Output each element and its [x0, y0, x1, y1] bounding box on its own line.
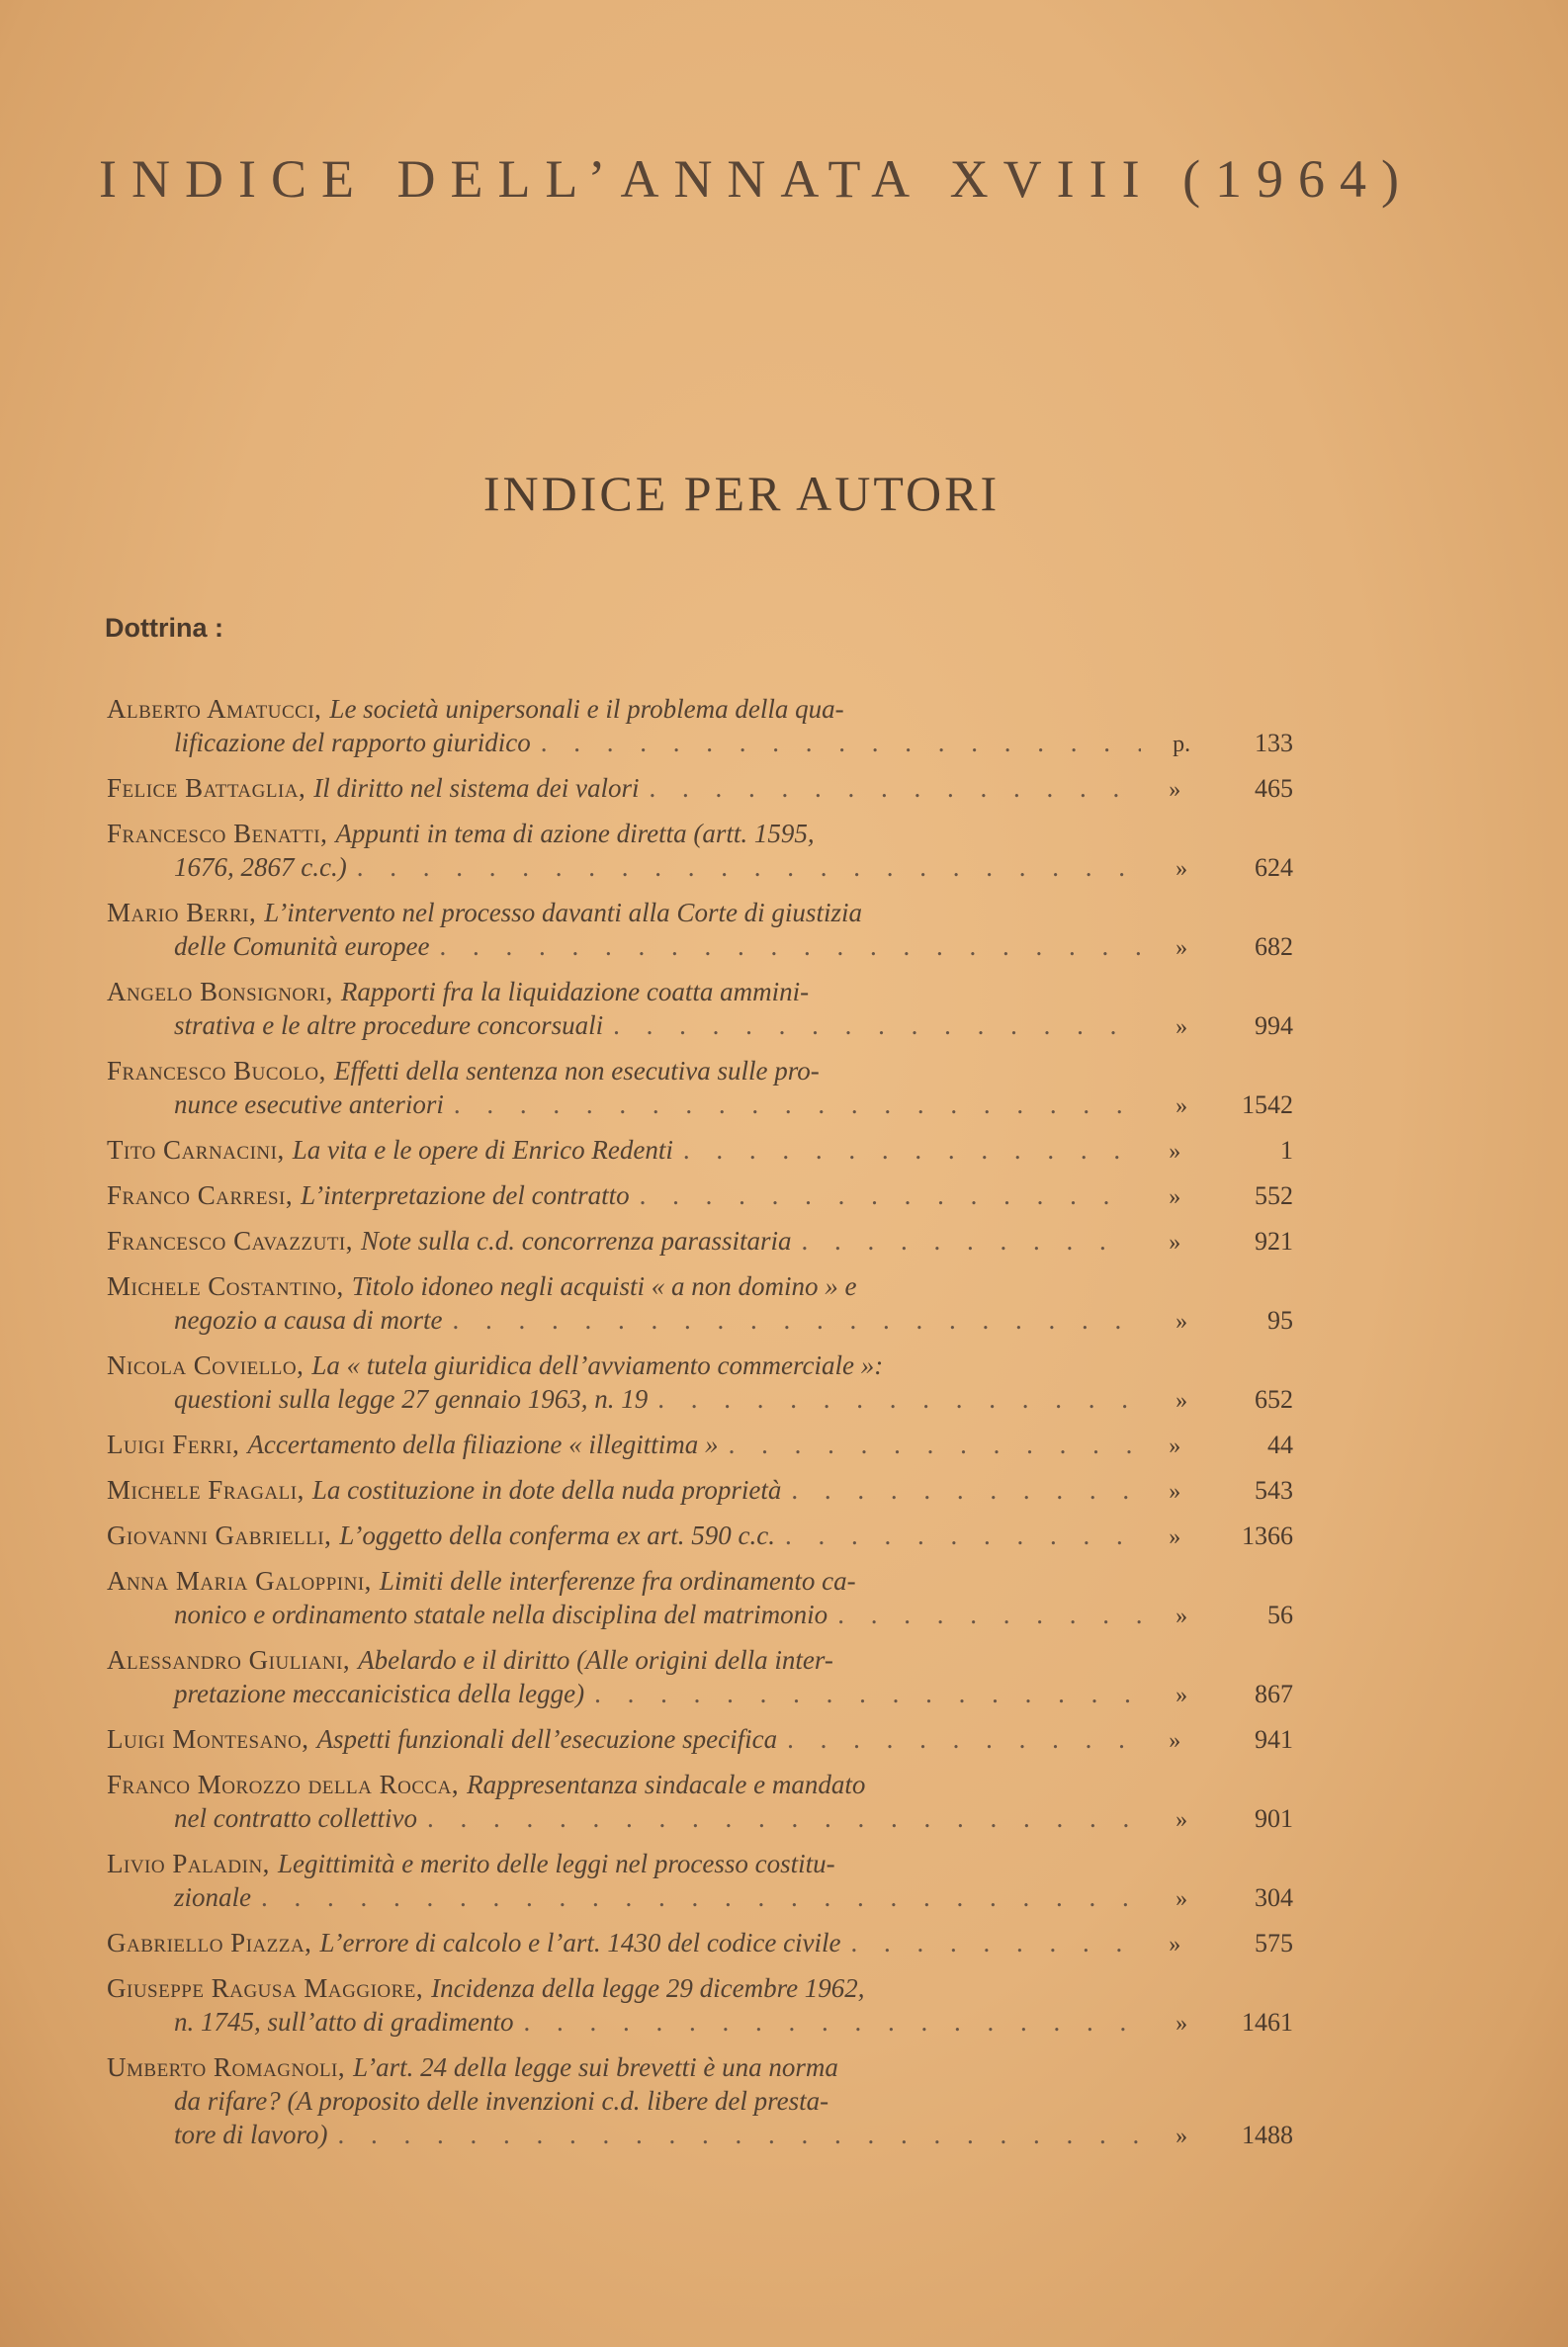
entry-line-body — [107, 896, 1135, 929]
entry-page-mark: » — [1176, 935, 1188, 961]
entry-page-mark: » — [1169, 1728, 1181, 1754]
entry-line-body — [107, 1598, 1141, 1631]
entry-title: Titolo idoneo negli acquisti « a non domino » e — [351, 1271, 857, 1301]
entry-title: Rappresentanza sindacale e mandato — [467, 1770, 866, 1799]
entry-line-body — [107, 1473, 1133, 1507]
entry-page-mark: » — [1176, 856, 1188, 882]
entry-line-body — [107, 1133, 1133, 1167]
entry-author: Alessandro Giuliani, — [107, 1645, 351, 1675]
entry-page-number: 994 — [1255, 1011, 1293, 1040]
entry-page-mark: p. — [1173, 732, 1191, 757]
entry-title: La « tutela giuridica dell’avviamento commerciale »: — [311, 1350, 884, 1380]
entry-line-body — [107, 1382, 1141, 1416]
entry-title: Aspetti funzionali dell’esecuzione specifica — [316, 1724, 778, 1754]
entry-line — [107, 1224, 1293, 1260]
index-entry — [107, 1133, 1293, 1169]
entry-page-mark: » — [1176, 2011, 1188, 2037]
entry-line-body — [107, 1643, 1135, 1677]
entry-page-number: 1461 — [1242, 2008, 1293, 2037]
entry-line-body — [107, 1008, 1141, 1042]
entry-author: Francesco Cavazzuti, — [107, 1226, 354, 1256]
dot-leaders — [454, 1087, 1141, 1121]
entry-page-number: 95 — [1267, 1306, 1293, 1335]
entry-line — [107, 692, 1293, 726]
entry-page-number: 624 — [1255, 853, 1293, 882]
entry-line-body — [107, 1519, 1133, 1552]
index-entry — [107, 1269, 1293, 1339]
entry-author: Giovanni Gabrielli, — [107, 1521, 332, 1550]
entry-title: L’interpretazione del contratto — [301, 1180, 630, 1210]
entry-page-number: 44 — [1267, 1431, 1293, 1459]
index-entry — [107, 1768, 1293, 1837]
entry-author: Umberto Romagnoli, — [107, 2052, 346, 2082]
dot-leaders — [791, 1473, 1133, 1507]
entry-line-body — [107, 1801, 1141, 1835]
entry-author: Angelo Bonsignori, — [107, 977, 333, 1006]
entry-title: Le società unipersonali e il problema della qua- — [329, 694, 844, 724]
entry-page-mark: » — [1169, 777, 1181, 803]
dot-leaders — [357, 850, 1142, 884]
index-entry — [107, 1054, 1293, 1123]
index-entry — [107, 1971, 1293, 2041]
entry-line — [107, 2118, 1293, 2153]
index-entry — [107, 1722, 1293, 1758]
entry-line — [107, 1473, 1293, 1509]
entry-title: negozio a causa di morte — [174, 1305, 443, 1335]
index-entry — [107, 692, 1293, 761]
dot-leaders — [649, 771, 1133, 805]
entry-title: La vita e le opere di Enrico Redenti — [292, 1135, 673, 1165]
index-entry — [107, 771, 1293, 807]
entry-page-number: 941 — [1255, 1725, 1293, 1754]
entry-title: Rapporti fra la liquidazione coatta ammini- — [340, 977, 810, 1006]
dot-leaders — [541, 726, 1142, 759]
entry-title: L’intervento nel processo davanti alla Corte di giustizia — [264, 898, 862, 927]
index-entry — [107, 1224, 1293, 1260]
index-entry — [107, 2050, 1293, 2153]
entry-author: Felice Battaglia, — [107, 773, 306, 803]
entry-line — [107, 896, 1293, 929]
entry-author: Franco Carresi, — [107, 1180, 294, 1210]
entry-line — [107, 1348, 1293, 1382]
entry-title: Note sulla c.d. concorrenza parassitaria — [361, 1226, 792, 1256]
entry-line — [107, 1428, 1293, 1463]
entry-page-mark: » — [1176, 1093, 1188, 1119]
dot-leaders — [439, 929, 1141, 963]
entry-line — [107, 975, 1293, 1008]
entry-title: questioni sulla legge 27 gennaio 1963, n. 19 — [174, 1384, 649, 1414]
author-index-list — [107, 692, 1293, 2163]
entry-page-mark: » — [1176, 1807, 1188, 1833]
entry-line-body — [107, 1880, 1141, 1914]
entry-line-body — [107, 1269, 1135, 1303]
entry-page-mark: » — [1176, 1388, 1188, 1414]
entry-line — [107, 1087, 1293, 1123]
entry-line — [107, 1643, 1293, 1677]
entry-title: Incidenza della legge 29 dicembre 1962, — [431, 1973, 865, 2003]
index-entry — [107, 1348, 1293, 1418]
entry-line — [107, 929, 1293, 965]
index-entry — [107, 1926, 1293, 1961]
entry-page-number: 1542 — [1242, 1090, 1293, 1119]
entry-line — [107, 1677, 1293, 1712]
entry-line-body — [107, 1971, 1135, 2005]
entry-line-body — [107, 1348, 1135, 1382]
entry-page-number: 682 — [1255, 932, 1293, 961]
index-entry — [107, 975, 1293, 1044]
entry-page-mark: » — [1169, 1230, 1181, 1256]
entry-author: Alberto Amatucci, — [107, 694, 322, 724]
entry-author: Michele Costantino, — [107, 1271, 344, 1301]
entry-line-body — [107, 850, 1141, 884]
entry-title: Accertamento della filiazione « illegittima » — [247, 1430, 719, 1459]
entry-page-mark: » — [1176, 1309, 1188, 1335]
entry-page-number: 921 — [1255, 1227, 1293, 1256]
entry-line-body — [107, 1428, 1133, 1461]
entry-line-body — [107, 1722, 1133, 1756]
entry-line — [107, 1768, 1293, 1801]
dot-leaders — [837, 1598, 1141, 1631]
entry-author: Giuseppe Ragusa Maggiore, — [107, 1973, 424, 2003]
entry-line-body — [107, 2118, 1141, 2151]
entry-line — [107, 1722, 1293, 1758]
dot-leaders — [524, 2005, 1142, 2039]
entry-line-body — [107, 1054, 1135, 1087]
entry-line-body — [107, 726, 1141, 759]
entry-line-body — [107, 2084, 1202, 2118]
entry-page-number: 575 — [1255, 1929, 1293, 1957]
entry-line — [107, 1847, 1293, 1880]
entry-page-mark: » — [1176, 1014, 1188, 1040]
entry-page-mark: » — [1176, 1886, 1188, 1912]
entry-page-number: 465 — [1255, 774, 1293, 803]
entry-title: nunce esecutive anteriori — [174, 1089, 444, 1119]
dot-leaders — [802, 1224, 1134, 1258]
entry-title: zionale — [174, 1882, 251, 1912]
entry-line — [107, 1926, 1293, 1961]
entry-author: Livio Paladin, — [107, 1849, 270, 1878]
dot-leaders — [261, 1880, 1141, 1914]
entry-page-number: 552 — [1255, 1181, 1293, 1210]
dot-leaders — [787, 1722, 1133, 1756]
dot-leaders — [683, 1133, 1133, 1167]
entry-line-body — [107, 1087, 1141, 1121]
dot-leaders — [657, 1382, 1141, 1416]
entry-title: Limiti delle interferenze fra ordinamento ca- — [379, 1566, 856, 1596]
index-entry — [107, 1564, 1293, 1633]
entry-title: 1676, 2867 c.c.) — [174, 852, 347, 882]
entry-page-mark: » — [1169, 1479, 1181, 1505]
entry-line — [107, 2084, 1293, 2118]
entry-page-mark: » — [1169, 1932, 1181, 1957]
entry-title: L’art. 24 della legge sui brevetti è una norma — [353, 2052, 838, 2082]
entry-title: L’oggetto della conferma ex art. 590 c.c. — [339, 1521, 776, 1550]
entry-line — [107, 1178, 1293, 1214]
entry-author: Mario Berri, — [107, 898, 257, 927]
entry-author: Franco Morozzo della Rocca, — [107, 1770, 460, 1799]
entry-line — [107, 1054, 1293, 1087]
entry-line-body — [107, 771, 1133, 805]
entry-title: pretazione meccanicistica della legge) — [174, 1679, 585, 1708]
entry-line-body — [107, 1178, 1133, 1212]
entry-author: Nicola Coviello, — [107, 1350, 305, 1380]
subheading: Dottrina : — [105, 613, 223, 643]
entry-page-mark: » — [1169, 1434, 1181, 1459]
entry-title: Legittimità e merito delle leggi nel processo costitu- — [277, 1849, 835, 1878]
dot-leaders — [851, 1926, 1134, 1959]
entry-line-body — [107, 2050, 1135, 2084]
entry-title: n. 1745, sull’atto di gradimento — [174, 2007, 514, 2037]
index-entry — [107, 1847, 1293, 1916]
index-entry — [107, 1473, 1293, 1509]
entry-author: Anna Maria Galoppini, — [107, 1566, 372, 1596]
entry-line — [107, 1598, 1293, 1633]
index-entry — [107, 817, 1293, 886]
dot-leaders — [337, 2118, 1141, 2151]
index-entry — [107, 1643, 1293, 1712]
entry-line — [107, 1801, 1293, 1837]
entry-line-body — [107, 929, 1141, 963]
entry-title: Il diritto nel sistema dei valori — [313, 773, 640, 803]
index-entry — [107, 1519, 1293, 1554]
dot-leaders — [594, 1677, 1141, 1710]
index-entry — [107, 896, 1293, 965]
entry-author: Luigi Ferri, — [107, 1430, 240, 1459]
entry-page-mark: » — [1176, 1604, 1188, 1629]
entry-title: da rifare? (A proposito delle invenzioni c.d. libere del presta- — [174, 2086, 829, 2116]
entry-line-body — [107, 817, 1135, 850]
entry-line-body — [107, 1677, 1141, 1710]
entry-line — [107, 1008, 1293, 1044]
entry-page-number: 56 — [1267, 1601, 1293, 1629]
entry-line-body — [107, 975, 1135, 1008]
entry-line-body — [107, 1564, 1135, 1598]
entry-line — [107, 2005, 1293, 2041]
entry-title: L’errore di calcolo e l’art. 1430 del codice civile — [319, 1928, 841, 1957]
entry-page-number: 1488 — [1242, 2121, 1293, 2149]
entry-page-mark: » — [1169, 1524, 1181, 1550]
entry-line-body — [107, 1926, 1133, 1959]
entry-line — [107, 771, 1293, 807]
section-title: INDICE PER AUTORI — [482, 466, 1001, 521]
entry-page-number: 652 — [1255, 1385, 1293, 1414]
entry-page-mark: » — [1169, 1139, 1181, 1165]
entry-page-number: 1 — [1280, 1136, 1293, 1165]
index-entry — [107, 1428, 1293, 1463]
entry-title: Effetti della sentenza non esecutiva sulle pro- — [333, 1056, 820, 1086]
entry-page-number: 543 — [1255, 1476, 1293, 1505]
entry-page-number: 1366 — [1242, 1521, 1293, 1550]
entry-line — [107, 2050, 1293, 2084]
entry-page-mark: » — [1176, 2124, 1188, 2149]
entry-line — [107, 1303, 1293, 1339]
entry-line — [107, 1564, 1293, 1598]
entry-title: nel contratto collettivo — [174, 1803, 417, 1833]
entry-page-mark: » — [1176, 1683, 1188, 1708]
entry-author: Gabriello Piazza, — [107, 1928, 312, 1957]
index-entry — [107, 1178, 1293, 1214]
entry-line — [107, 1133, 1293, 1169]
entry-title: tore di lavoro) — [174, 2120, 328, 2149]
entry-page-number: 867 — [1255, 1680, 1293, 1708]
entry-author: Tito Carnacini, — [107, 1135, 285, 1165]
entry-line-body — [107, 692, 1135, 726]
entry-page-number: 304 — [1255, 1883, 1293, 1912]
entry-line-body — [107, 1224, 1133, 1258]
entry-line — [107, 1971, 1293, 2005]
entry-title: Abelardo e il diritto (Alle origini della inter- — [358, 1645, 833, 1675]
entry-title: strativa e le altre procedure concorsuali — [174, 1010, 604, 1040]
entry-title: delle Comunità europee — [174, 931, 430, 961]
entry-line-body — [107, 1303, 1141, 1337]
dot-leaders — [785, 1519, 1133, 1552]
dot-leaders — [613, 1008, 1141, 1042]
entry-author: Michele Fragali, — [107, 1475, 305, 1505]
entry-line-body — [107, 1768, 1135, 1801]
entry-page-number: 133 — [1255, 729, 1293, 757]
entry-page-number: 901 — [1255, 1804, 1293, 1833]
dot-leaders — [729, 1428, 1134, 1461]
dot-leaders — [640, 1178, 1134, 1212]
entry-line-body — [107, 2005, 1141, 2039]
entry-line — [107, 1519, 1293, 1554]
entry-title: Appunti in tema di azione diretta (artt. 1595, — [335, 819, 815, 848]
entry-author: Luigi Montesano, — [107, 1724, 309, 1754]
entry-page-mark: » — [1169, 1184, 1181, 1210]
dot-leaders — [427, 1801, 1141, 1835]
page-header-title: INDICE DELL’ANNATA XVIII (1964) — [99, 149, 1415, 209]
entry-line — [107, 1269, 1293, 1303]
entry-title: lificazione del rapporto giuridico — [174, 728, 531, 757]
dot-leaders — [452, 1303, 1141, 1337]
entry-line-body — [107, 1847, 1135, 1880]
entry-title: nonico e ordinamento statale nella disciplina del matrimonio — [174, 1600, 828, 1629]
entry-author: Francesco Bucolo, — [107, 1056, 326, 1086]
entry-title: La costituzione in dote della nuda proprietà — [311, 1475, 782, 1505]
entry-line — [107, 817, 1293, 850]
entry-line — [107, 850, 1293, 886]
entry-line — [107, 1880, 1293, 1916]
entry-line — [107, 726, 1293, 761]
entry-author: Francesco Benatti, — [107, 819, 328, 848]
entry-line — [107, 1382, 1293, 1418]
